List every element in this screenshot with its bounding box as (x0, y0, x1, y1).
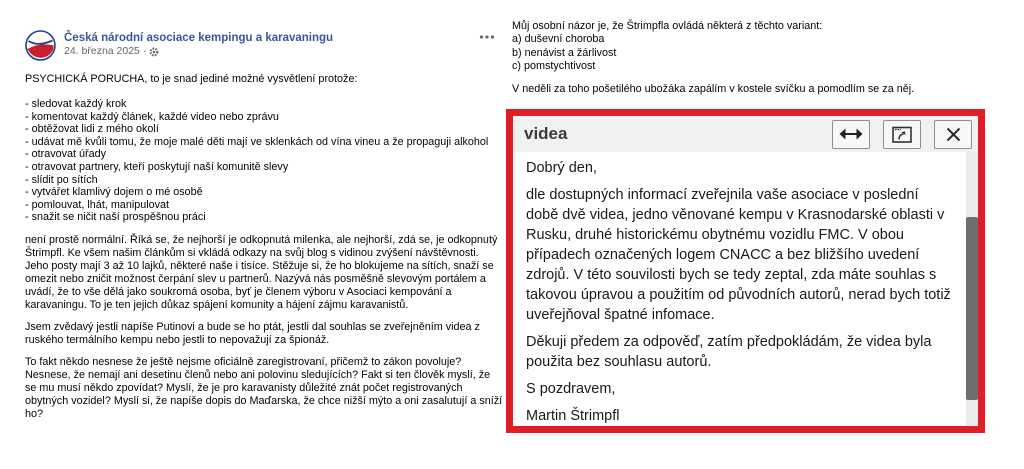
popout-button[interactable] (883, 120, 921, 149)
post-bullet: - otravovat partnery, kteří poskytují naší komunitě slevy (25, 160, 289, 173)
comment-closing: V neděli za toho pošetilého ubožáka zapálím v kostele svíčku a pomodlím se za něj. (512, 82, 915, 95)
letter-paragraph: Dobrý den, (526, 160, 597, 176)
comment-option: a) duševní choroba (512, 33, 605, 46)
dialog-titlebar[interactable] (513, 116, 978, 152)
letter-paragraph: Martin Štrimpfl (526, 408, 620, 424)
scrollbar-thumb[interactable] (966, 217, 978, 400)
close-button[interactable] (934, 120, 972, 149)
post-bullet: - snažit se ničit naší prospěšnou práci (25, 211, 206, 224)
comment-option: c) pomstychtivost (512, 60, 596, 73)
comment-intro: Můj osobní názor je, že Štrimpfla ovládá některá z těchto variant: (512, 20, 823, 32)
meta-separator: · (142, 45, 147, 57)
post-bullet: - udávat mě kvůli tomu, že moje malé děti mají ve sklenkách od vína vineu a že propaguji alkohol (25, 135, 489, 148)
post-bullet: - pomlouvat, lhát, manipulovat (25, 198, 170, 211)
post-paragraph: není prostě normální. Říká se, že nejhorší je odkopnutá milenka, ale nejhorší, zdá se, je odkopnutý Štrimpfl. Ke všem našim článkům si vkládá odkazy na svůj blog s vidinou zvýšení návštěvnosti. Jeho posty mají 3 až 10 lajků, některé naše i tisíce. Stěžuje si, že ho blokujeme na sítích, snaží se omezit nebo zničit možnost čerpání slev u partnerů. Nazývá nás posměšně slevovým portálem a uvádí, že to vše dělá jako soukromá osoba, byť je členem výboru v Asociaci kempování a karavaningu. To je ten jejich důkaz spájení komunity a hájení zájmu karavanistů. (25, 233, 498, 311)
letter-paragraph: dle dostupných informací zveřejnila vaše asociace v poslední době dvě videa, jedno věnované kempu v Krasnodarské oblasti v Rusku, druhé historickému obytnému vozidlu FMC. V obou případech označených logem CNACC a bez bližšího uvedení zdrojů. V této souvilosti bych se tedy zeptal, zda máte souhlas s takovou úpravou a použitím od původních autorů, nerad bych totiž uveřejňoval špatné infomace. (526, 187, 951, 323)
ellipsis-icon (479, 34, 495, 40)
page-avatar[interactable] (25, 30, 56, 61)
comment-options (512, 33, 1017, 73)
post-paragraphs (25, 234, 503, 421)
page-name-link[interactable]: Česká národní asociace kempingu a karavaningu (64, 32, 334, 44)
letter-text (526, 158, 952, 426)
popout-window-icon (892, 126, 912, 143)
post-intro: PSYCHICKÁ PORUCHA, to je snad jediné možné vysvětlení protože: (25, 73, 358, 85)
comment-text (512, 20, 1017, 96)
post-header-text (64, 32, 333, 58)
post-bullet: - komentovat každý článek, každé video nebo zprávu (25, 110, 279, 123)
post-bullet: - otravovat úřady (25, 148, 107, 161)
post-paragraph: To fakt někdo nesnese že ještě nejsme oficiálně zaregistrovaní, přičemž to zákon povoluje? Nesnese, že nemají ani desetinu členů nebo ani polovinu sledujících? Fakt si ten člověk myslí, že se mu musí někdo zpovídat? Myslí, že je pro karavanisty důležité znát počet registrovaných obytných vozidel? Myslí si, že napíše dopis do Maďarska, že chce nižší mýto a oni zasalutují a sníží ho? (25, 355, 503, 420)
dialog-body[interactable] (513, 152, 978, 426)
post-bullet: - vytvářet klamlivý dojem o mé osobě (25, 186, 203, 199)
comment-option: b) nenávist a žárlivost (512, 46, 617, 59)
post-meta (64, 45, 333, 58)
close-icon (946, 127, 961, 142)
privacy-gear-icon (149, 47, 159, 57)
post-date-link[interactable]: 24. března 2025 (64, 45, 140, 57)
scrollbar-track[interactable] (966, 152, 978, 426)
post-menu-button[interactable] (479, 34, 495, 40)
resize-horizontal-button[interactable] (832, 120, 870, 149)
post-header (25, 28, 503, 62)
letter-paragraph: Děkuji předem za odpověď, zatím předpokládám, že videa byla použita bez souhlasu autorů. (526, 334, 932, 370)
letter-paragraph: S pozdravem, (526, 381, 616, 397)
left-right-arrow-icon (839, 128, 863, 140)
videa-dialog (506, 109, 985, 433)
facebook-post (25, 28, 503, 430)
post-bullet: - obtěžovat lidi z mého okolí (25, 123, 159, 136)
dialog-title: videa (524, 124, 568, 143)
post-bullet: - slídit po sítích (25, 173, 98, 186)
cnacc-logo-icon (25, 30, 56, 61)
post-paragraph: Jsem zvědavý jestli napíše Putinovi a bude se ho ptát, jestli dal souhlas se zveřejněním videa z ruského termálního kempu nebo jestli to nepovažují za špionáž. (25, 320, 480, 346)
post-bullet-list (25, 98, 503, 224)
post-bullet: - sledovat každý krok (25, 98, 127, 110)
dialog-buttons (832, 120, 972, 149)
